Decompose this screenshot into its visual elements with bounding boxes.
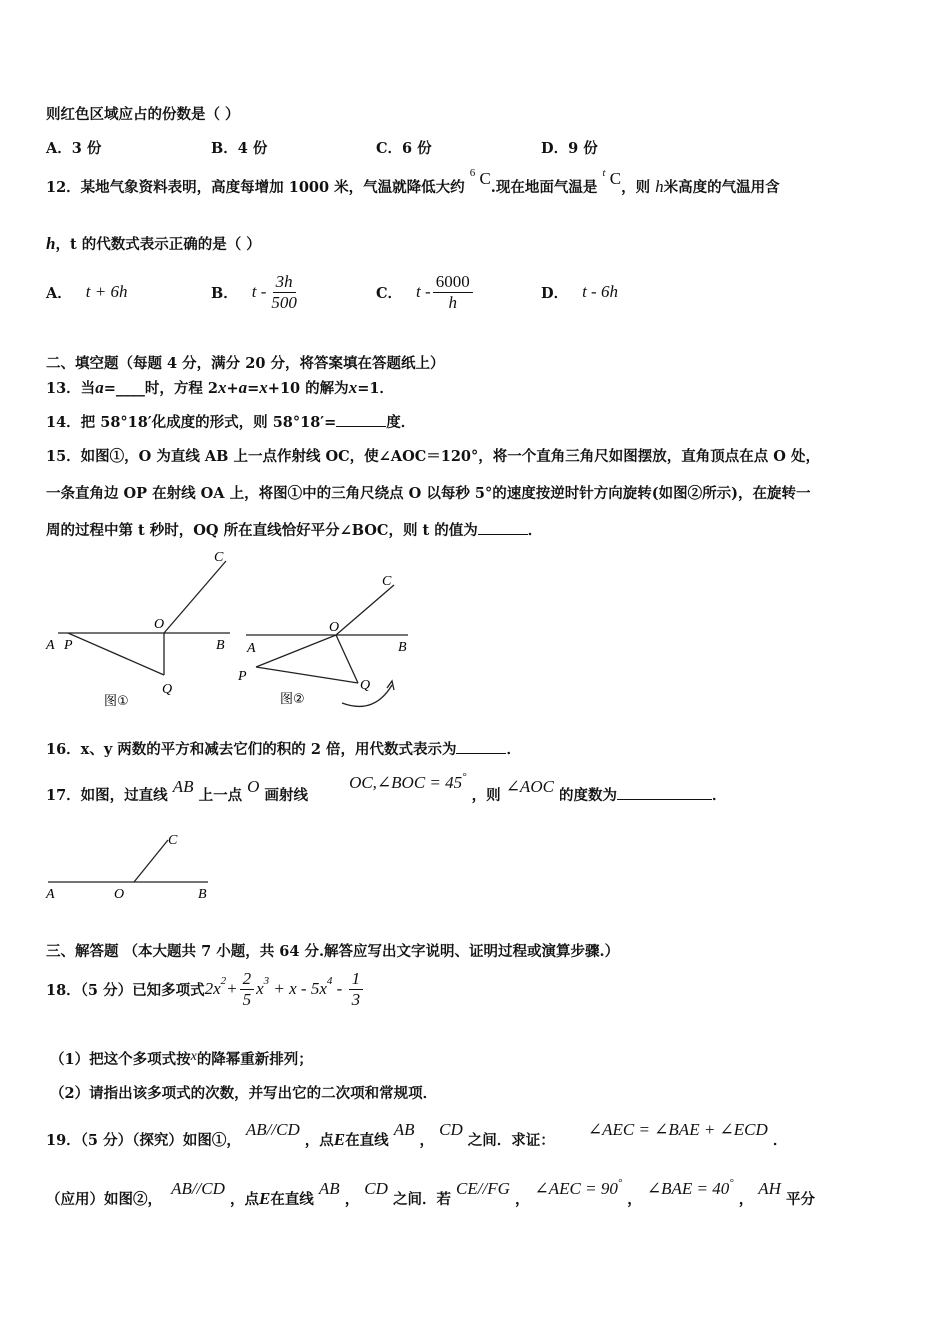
q11-option-d: D．9 份 xyxy=(541,140,598,157)
fig2-side-op xyxy=(256,635,336,667)
fig1-label-b: B xyxy=(216,638,225,653)
q15-line1: 15．如图①，O 为直线 AB 上一点作射线 OC，使∠AOC＝120°，将一个直角三角尺如图摆放，直角顶点在点 O 处， xyxy=(46,448,820,465)
section-2-title: 二、填空题（每题 4 分，满分 20 分，将答案填在答题纸上） xyxy=(46,355,445,372)
q11-option-b: B．4 份 xyxy=(211,140,268,157)
q11-stem: 则红色区域应占的份数是（ ） xyxy=(46,106,240,123)
fig1-label-o: O xyxy=(154,617,165,632)
fig2-label-c: C xyxy=(382,574,392,589)
q15-line3: 周的过程中第 t 秒时，OQ 所在直线恰好平分∠BOC，则 t 的值为 ． xyxy=(46,522,543,539)
q14: 14．把 58°18′化成度的形式，则 58°18′= 度． xyxy=(46,414,416,431)
q11-option-a: A．3 份 xyxy=(46,140,102,157)
fig2-label-b: B xyxy=(398,640,407,655)
q17-answer-blank[interactable] xyxy=(617,785,712,800)
q12-option-c: C． t - $\frac{6000}{h}$ xyxy=(376,268,475,316)
fig1-label-a: A xyxy=(46,638,55,653)
q18-part2: （2）请指出该多项式的次数，并写出它的二次项和常规项． xyxy=(50,1085,438,1102)
q13: 13．当a=____时，方程 2x+a=x+10 的解为x=1． xyxy=(46,378,394,397)
q18-polynomial: 2x 2 + $\frac{2}{5}$ x 3 + x - 5x 4 - $\frac{1}{3}$ xyxy=(205,969,365,1010)
fig17-label-b: B xyxy=(198,887,207,902)
q18: 18．（5 分）已知多项式 2x 2 + $\frac{2}{5}$ x 3 + x - 5x 4 - $\frac{1}{3}$ xyxy=(46,963,365,1015)
q12-stem-line2: h，t 的代数式表示正确的是（ ） xyxy=(46,234,261,253)
q12-option-d: D． t - 6h xyxy=(541,282,618,302)
q12-stem: 12．某地气象资料表明，高度每增加 1000 米，气温就降低大约 $^6$ C.现在地面气温是 $^t$ C，则 h米高度的气温用含 xyxy=(46,167,780,196)
fig2-arrowhead xyxy=(387,681,394,690)
fig2-label-o: O xyxy=(329,620,340,635)
q14-answer-blank[interactable] xyxy=(336,412,386,427)
fig2-label-p: P xyxy=(238,669,247,684)
q15-line2: 一条直角边 OP 在射线 OA 上，将图①中的三角尺绕点 O 以每秒 5°的速度按逆时针方向旋转(如图②所示)，在旋转一 xyxy=(46,485,811,502)
q15-figure xyxy=(44,545,414,720)
fig1-label-p: P xyxy=(64,638,73,653)
fig1-ray-oc xyxy=(164,561,226,633)
q12-option-b: B． t - $\frac{3h}{500}$ xyxy=(211,271,297,312)
fig2-caption: 图② xyxy=(280,692,305,707)
fig2-ray-oc xyxy=(336,585,394,635)
q16: 16．x、y 两数的平方和减去它们的积的 2 倍，用代数式表示为 ． xyxy=(46,741,521,758)
fig2-side-pq xyxy=(256,667,358,683)
q15-answer-blank[interactable] xyxy=(478,520,528,535)
fig17-label-a: A xyxy=(46,887,55,902)
fig17-label-c: C xyxy=(168,833,178,848)
fig17-ray-oc xyxy=(134,840,168,882)
fig2-side-oq xyxy=(336,635,358,683)
q17: 17．如图，过直线 AB 上一点 O 画射线 OC,∠BOC = 45° ，则 ∠AOC 的度数为 ． xyxy=(46,771,727,804)
q19-explore: 19．（5 分）（探究）如图①， AB//CD ，点E在直线 AB ， CD 之间．求证： ∠AEC = ∠BAE + ∠ECD ． xyxy=(46,1120,788,1149)
q11-option-c: C．6 份 xyxy=(376,140,432,157)
fig1-side-pq xyxy=(68,633,164,675)
q17-figure xyxy=(44,828,224,903)
fig1-caption: 图① xyxy=(104,694,129,709)
fig2-label-q: Q xyxy=(360,678,371,693)
fig17-label-o: O xyxy=(114,887,125,902)
fig2-label-a: A xyxy=(247,641,256,656)
q19-apply: （应用）如图②， AB//CD ，点E在直线 AB ， CD 之间．若 CE//FG ， ∠AEC = 90° ， ∠BAE = 40° ， AH 平分 xyxy=(46,1177,815,1208)
section-3-title: 三、解答题 （本大题共 7 小题，共 64 分.解答应写出文字说明、证明过程或演算步骤.） xyxy=(46,943,620,960)
fig1-label-c: C xyxy=(214,550,224,565)
q12-option-a: A． t + 6h xyxy=(46,282,128,302)
fig1-label-q: Q xyxy=(162,682,173,697)
q16-answer-blank[interactable] xyxy=(456,739,506,754)
q18-part1: （1）把这个多项式按x的降幂重新排列； xyxy=(50,1049,313,1068)
